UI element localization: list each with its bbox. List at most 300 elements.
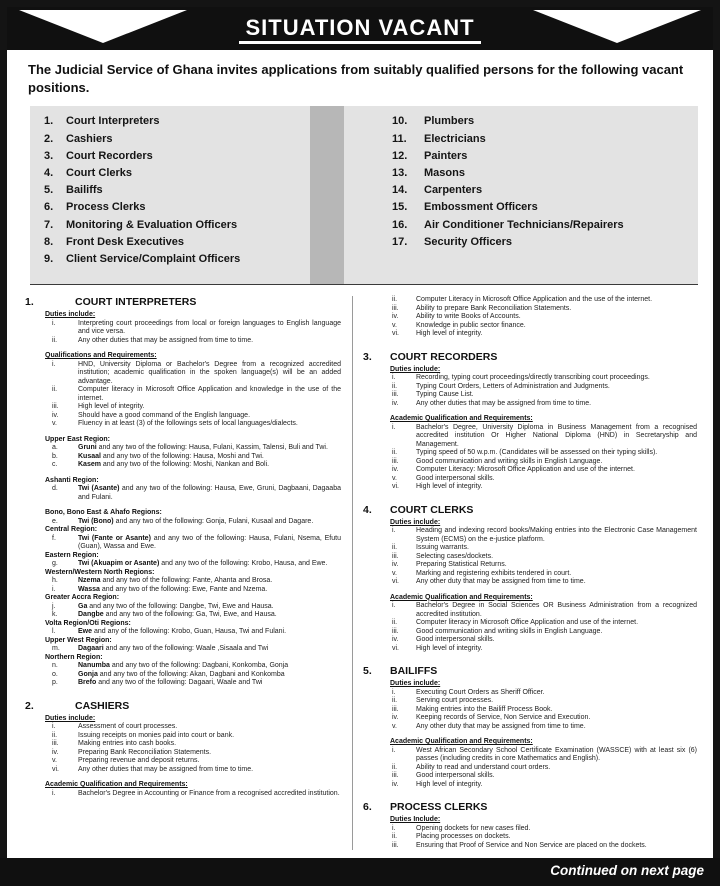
list-item xyxy=(52,386,342,403)
list-text: Heading and indexing record books/Making entries into the Electronic Case Management System (ECMS) on the e-justice platform. xyxy=(416,527,697,543)
list-marker: n. xyxy=(52,662,58,670)
list-text: Gruni and any two of the following: Hausa, Fulani, Kassim, Talensi, Buli and Twi. xyxy=(78,444,328,452)
list-item xyxy=(52,420,342,429)
block-label: Upper East Region: xyxy=(45,435,110,443)
vacant-positions-panel xyxy=(30,106,698,285)
list-text: Making entries into cash books. xyxy=(78,740,177,748)
detail-column-right xyxy=(353,296,700,850)
positions-divider xyxy=(310,106,344,284)
position-item xyxy=(44,113,306,130)
list-lead: Nanumba xyxy=(78,662,110,670)
position-item xyxy=(44,251,306,268)
detail-columns xyxy=(21,296,700,850)
list-text: Marking and registering exhibits tendered in court. xyxy=(416,569,572,577)
list-text: Any other duties that may be assigned from time to time. xyxy=(78,765,254,773)
list-text: High level of integrity. xyxy=(416,330,483,338)
list-text: Typing Cause List. xyxy=(416,391,474,399)
list-marker: iv. xyxy=(392,780,399,788)
position-item xyxy=(392,148,694,165)
list-text: Placing processes on dockets. xyxy=(416,833,511,841)
list-marker: v. xyxy=(392,474,397,482)
list-text: Keeping records of Service, Non Service and Execution. xyxy=(416,714,591,722)
list-marker: c. xyxy=(52,461,58,469)
list-marker: iii. xyxy=(392,391,399,399)
list-item xyxy=(392,383,698,392)
list-lead: Kasem xyxy=(78,461,101,469)
list-item xyxy=(392,466,698,475)
list-text: Issuing receipts on monies paid into court or bank. xyxy=(78,731,235,739)
list-text: Fluency in at least (3) of the followings sets of local languages/dialects. xyxy=(78,420,298,428)
list-text: Gonja and any two of the following: Akan, Dagbani and Konkomba xyxy=(78,670,285,678)
position-item xyxy=(44,148,306,165)
list-text: Knowledge in public sector finance. xyxy=(416,321,526,329)
position-number: 12. xyxy=(392,149,408,162)
list-text: Any other duty that may be assigned from time to time. xyxy=(416,722,586,730)
list-marker: iv. xyxy=(52,748,59,756)
list-item xyxy=(392,781,698,790)
list-item xyxy=(52,577,342,586)
list-text: Wassa and any two of the following: Ewe, Fante and Nzema. xyxy=(78,585,268,593)
text-block xyxy=(45,620,342,637)
list-marker: f. xyxy=(52,534,56,542)
list-marker: o. xyxy=(52,670,58,678)
section-heading xyxy=(363,351,698,363)
block-label: Duties include: xyxy=(390,518,441,526)
list-marker: ii. xyxy=(52,336,58,344)
list-item xyxy=(392,313,698,322)
position-item xyxy=(392,113,694,130)
list-item xyxy=(52,485,342,502)
text-block xyxy=(45,715,342,775)
position-label: Embossment Officers xyxy=(424,201,538,214)
section-body xyxy=(45,311,342,688)
list-item xyxy=(392,305,698,314)
section-title: BAILIFFS xyxy=(390,665,438,678)
block-label: Ashanti Region: xyxy=(45,476,99,484)
list-lead: Twi (Akuapim or Asante) xyxy=(78,560,160,568)
list-marker: i. xyxy=(392,602,396,610)
list-lead: Dangbe xyxy=(78,611,104,619)
continued-note: Continued on next page xyxy=(550,863,704,878)
list-item xyxy=(392,619,698,628)
section-body xyxy=(390,816,698,850)
list-marker: vi. xyxy=(52,765,59,773)
list-marker: vi. xyxy=(392,644,399,652)
list-marker: v. xyxy=(52,420,57,428)
position-item xyxy=(44,182,306,199)
list-item xyxy=(52,757,342,766)
block-label: Qualifications and Requirements: xyxy=(45,352,157,360)
list-item xyxy=(52,679,342,688)
list-item xyxy=(392,747,698,764)
page-title xyxy=(7,15,713,41)
list-marker: v. xyxy=(392,569,397,577)
list-lead: Ga xyxy=(78,602,88,610)
list-text: Ensuring that Proof of Service and Non Service are placed on the dockets. xyxy=(416,841,647,849)
section-heading xyxy=(363,801,698,813)
list-lead: Dagaari xyxy=(78,645,104,653)
list-marker: ii. xyxy=(392,449,398,457)
list-marker: iv. xyxy=(392,399,399,407)
position-label: Painters xyxy=(424,149,468,162)
list-marker: v. xyxy=(52,757,57,765)
list-text: Dangbe and any two of the following: Ga, Twi, Ewe, and Hausa. xyxy=(78,611,277,619)
position-label: Court Interpreters xyxy=(66,115,160,128)
block-label: Duties include: xyxy=(390,680,441,688)
list-marker: i. xyxy=(52,360,56,368)
section-number: 2. xyxy=(25,699,34,712)
list-text: Preparing Statistical Returns. xyxy=(416,561,507,569)
list-marker: iii. xyxy=(392,552,399,560)
list-item xyxy=(392,578,698,587)
section-title: PROCESS CLERKS xyxy=(390,801,488,814)
section-heading xyxy=(363,665,698,677)
list-marker: i. xyxy=(392,746,396,754)
list-item xyxy=(52,723,342,732)
list-marker: ii. xyxy=(52,386,58,394)
list-item xyxy=(52,560,342,569)
list-marker: j. xyxy=(52,602,56,610)
block-label: Bono, Bono East & Ahafo Regions: xyxy=(45,509,162,517)
position-number: 2. xyxy=(44,132,54,145)
block-label: Duties include: xyxy=(45,311,96,319)
list-lead: Brefo xyxy=(78,679,97,687)
list-text: Nanumba and any two of the following: Dagbani, Konkomba, Gonja xyxy=(78,662,289,670)
list-item xyxy=(392,706,698,715)
text-block xyxy=(390,519,698,587)
section-body xyxy=(45,715,342,799)
list-marker: ii. xyxy=(392,763,398,771)
text-block xyxy=(390,296,698,339)
text-block xyxy=(390,680,698,731)
list-marker: i. xyxy=(392,688,396,696)
list-marker: i. xyxy=(392,374,396,382)
position-item xyxy=(44,234,306,251)
list-text: Interpreting court proceedings from local or foreign languages to English language and vice versa. xyxy=(78,319,341,336)
list-item xyxy=(392,714,698,723)
position-label: Electricians xyxy=(424,132,486,145)
position-item xyxy=(392,199,694,216)
section-title: CASHIERS xyxy=(75,699,130,712)
position-item xyxy=(392,234,694,251)
list-item xyxy=(392,645,698,654)
list-item xyxy=(392,833,698,842)
list-text: Preparing revenue and deposit returns. xyxy=(78,757,200,765)
position-number: 16. xyxy=(392,218,408,231)
list-text: West African Secondary School Certificate Examination (WASSCE) with at least six (6) passes (including credits in core Mathematics and English). xyxy=(416,746,697,763)
list-item xyxy=(392,561,698,570)
list-text: Good interpersonal skills. xyxy=(416,474,495,482)
list-item xyxy=(392,424,698,450)
list-text: Ability to write Books of Accounts. xyxy=(416,313,521,321)
position-number: 7. xyxy=(44,218,54,231)
block-label: Duties include: xyxy=(390,365,441,373)
list-text: Ga and any two of the following: Dangbe, Twi, Ewe and Hausa. xyxy=(78,602,274,610)
list-text: Any other duty that may be assigned from time to time. xyxy=(416,578,586,586)
job-section xyxy=(363,504,698,654)
list-item xyxy=(392,527,698,544)
position-number: 11. xyxy=(392,132,407,145)
list-marker: iv. xyxy=(392,636,399,644)
list-item xyxy=(392,602,698,619)
position-number: 17. xyxy=(392,235,408,248)
position-number: 8. xyxy=(44,235,54,248)
positions-list-right xyxy=(344,106,698,284)
position-number: 4. xyxy=(44,166,54,179)
position-label: Front Desk Executives xyxy=(66,235,184,248)
list-item xyxy=(392,772,698,781)
page-title-text: SITUATION VACANT xyxy=(239,15,480,44)
list-marker: i. xyxy=(392,824,396,832)
list-item xyxy=(52,740,342,749)
list-text: Good communication and writing skills in English Language. xyxy=(416,627,603,635)
list-text: Nzema and any two of the following: Fante, Ahanta and Brosa. xyxy=(78,577,273,585)
position-number: 14. xyxy=(392,184,408,197)
list-marker: iii. xyxy=(392,772,399,780)
block-label: Academic Qualification and Requirements: xyxy=(390,415,533,423)
position-item xyxy=(44,165,306,182)
list-text: High level of integrity. xyxy=(416,483,483,491)
section-number: 4. xyxy=(363,503,372,516)
list-text: Ability to prepare Bank Reconciliation Statements. xyxy=(416,304,572,312)
section-title: COURT RECORDERS xyxy=(390,350,498,363)
list-item xyxy=(392,628,698,637)
list-marker: h. xyxy=(52,577,58,585)
list-text: Kusaal and any two of the following: Hausa, Moshi and Twi. xyxy=(78,452,264,460)
text-block xyxy=(45,594,342,620)
list-item xyxy=(392,553,698,562)
list-text: Brefo and any two of the following: Dagaari, Waale and Twi xyxy=(78,679,263,687)
list-text: Issuing warrants. xyxy=(416,544,469,552)
list-text: High level of integrity. xyxy=(78,403,145,411)
list-text: Twi (Asante) and any two of the following: Hausa, Ewe, Gruni, Dagbaani, Dagaaba and Fulani. xyxy=(78,485,341,501)
list-item xyxy=(392,322,698,331)
job-section xyxy=(25,700,342,799)
list-item xyxy=(392,842,698,851)
list-item xyxy=(392,330,698,339)
list-marker: iii. xyxy=(392,841,399,849)
block-label: Greater Accra Region: xyxy=(45,594,120,602)
text-block xyxy=(45,526,342,552)
list-item xyxy=(392,570,698,579)
position-number: 3. xyxy=(44,149,54,162)
block-label: Volta Region/Oti Regions: xyxy=(45,619,131,627)
list-text: Ability to read and understand court orders. xyxy=(416,763,551,771)
job-section xyxy=(363,296,698,339)
list-item xyxy=(52,518,342,527)
list-item xyxy=(392,544,698,553)
list-marker: iv. xyxy=(392,313,399,321)
list-marker: iii. xyxy=(392,627,399,635)
list-marker: ii. xyxy=(392,296,398,304)
position-number: 6. xyxy=(44,201,54,214)
list-marker: iv. xyxy=(52,411,59,419)
detail-column-left xyxy=(21,296,352,850)
list-marker: e. xyxy=(52,517,58,525)
list-text: Computer Literacy: Microsoft Office Application and use of the internet. xyxy=(416,466,635,474)
list-marker: ii. xyxy=(52,731,58,739)
list-marker: m. xyxy=(52,645,60,653)
title-banner xyxy=(7,7,713,50)
list-item xyxy=(52,453,342,462)
job-section xyxy=(363,665,698,789)
text-block xyxy=(45,436,342,470)
list-item xyxy=(52,535,342,552)
section-body xyxy=(390,366,698,492)
list-text: Any other duties that may be assigned from time to time. xyxy=(78,336,254,344)
list-marker: ii. xyxy=(392,833,398,841)
job-section xyxy=(25,296,342,688)
list-item xyxy=(392,825,698,834)
list-lead: Kusaal xyxy=(78,452,101,460)
list-item xyxy=(52,628,342,637)
position-label: Monitoring & Evaluation Officers xyxy=(66,218,238,231)
job-section xyxy=(363,351,698,492)
text-block xyxy=(45,569,342,595)
text-block xyxy=(390,366,698,409)
list-marker: ii. xyxy=(392,697,398,705)
list-item xyxy=(392,697,698,706)
list-item xyxy=(52,586,342,595)
position-label: Carpenters xyxy=(424,184,483,197)
list-text: Computer literacy in Microsoft Office Application and knowledge in the use of the internet. xyxy=(78,386,341,402)
list-item xyxy=(52,662,342,671)
list-text: Twi (Bono) and any two of the following: Gonja, Fulani, Kusaal and Dagare. xyxy=(78,517,314,525)
list-marker: v. xyxy=(392,722,397,730)
position-label: Process Clerks xyxy=(66,201,146,214)
list-item xyxy=(52,611,342,620)
list-marker: ii. xyxy=(392,544,398,552)
list-item xyxy=(52,412,342,421)
list-marker: g. xyxy=(52,560,58,568)
list-text: Opening dockets for new cases filed. xyxy=(416,824,531,832)
position-number: 5. xyxy=(44,184,54,197)
list-marker: i. xyxy=(392,527,396,535)
list-item xyxy=(392,458,698,467)
list-marker: vi. xyxy=(392,483,399,491)
list-item xyxy=(392,483,698,492)
list-marker: vi. xyxy=(392,330,399,338)
list-text: Good interpersonal skills. xyxy=(416,772,495,780)
list-text: Bachelor's Degree, University Diploma in Business Management from a recognised accredited institution Or Higher National Diploma (HND) in Secretaryship and Management. xyxy=(416,423,697,448)
position-label: Court Recorders xyxy=(66,149,153,162)
list-text: Kasem and any two of the following: Moshi, Nankan and Boli. xyxy=(78,461,270,469)
list-text: Bachelor's Degree in Accounting or Finance from a recognised accredited institution. xyxy=(78,789,340,797)
list-item xyxy=(392,689,698,698)
text-block xyxy=(390,738,698,789)
block-label: Western/Western North Regions: xyxy=(45,568,155,576)
list-marker: iv. xyxy=(392,466,399,474)
position-label: Court Clerks xyxy=(66,166,133,179)
position-number: 9. xyxy=(44,253,54,265)
list-item xyxy=(392,764,698,773)
list-lead: Gonja xyxy=(78,670,98,678)
list-text: Serving court processes. xyxy=(416,697,494,705)
list-text: Recording, typing court proceedings/directly transcribing court proceedings. xyxy=(416,374,650,382)
list-text: Selecting cases/dockets. xyxy=(416,552,494,560)
list-item xyxy=(392,296,698,305)
section-title: COURT INTERPRETERS xyxy=(75,296,197,309)
list-item xyxy=(392,374,698,383)
list-text: Ewe and any of the following: Krobo, Guan, Hausa, Twi and Fulani. xyxy=(78,628,287,636)
list-text: Making entries into the Bailiff Process Book. xyxy=(416,705,553,713)
list-marker: i. xyxy=(52,789,56,797)
list-lead: Gruni xyxy=(78,444,97,452)
block-label: Academic Qualification and Requirements: xyxy=(390,738,533,746)
list-item xyxy=(52,732,342,741)
text-block xyxy=(45,654,342,688)
text-block xyxy=(45,509,342,526)
list-item xyxy=(392,636,698,645)
section-number: 5. xyxy=(363,665,372,678)
list-text: Assessment of court processes. xyxy=(78,723,178,731)
list-marker: k. xyxy=(52,611,58,619)
list-lead: Wassa xyxy=(78,585,100,593)
intro-paragraph: The Judicial Service of Ghana invites applications from suitably qualified persons for the following vacant positions. xyxy=(28,62,684,96)
section-number: 1. xyxy=(25,296,34,309)
list-item xyxy=(52,444,342,453)
list-item xyxy=(52,671,342,680)
list-item xyxy=(52,337,342,346)
list-marker: b. xyxy=(52,452,58,460)
position-item xyxy=(392,217,694,234)
list-marker: i. xyxy=(52,585,56,593)
list-marker: iii. xyxy=(392,304,399,312)
block-label: Academic Qualification and Requirements: xyxy=(390,593,533,601)
block-label: Central Region: xyxy=(45,526,98,534)
list-text: Preparing Bank Reconciliation Statements. xyxy=(78,748,212,756)
list-text: Executing Court Orders as Sheriff Officer. xyxy=(416,688,545,696)
list-marker: p. xyxy=(52,679,58,687)
position-number: 13. xyxy=(392,166,408,179)
list-text: Good interpersonal skills. xyxy=(416,636,495,644)
list-item xyxy=(52,603,342,612)
list-text: Dagaari and any two of the following: Waale ,Sisaala and Twi xyxy=(78,645,269,653)
text-block xyxy=(45,637,342,654)
list-text: Good communication and writing skills in English Language. xyxy=(416,457,603,465)
list-marker: i. xyxy=(392,423,396,431)
position-label: Masons xyxy=(424,166,465,179)
section-body xyxy=(390,519,698,654)
list-text: Should have a good command of the English language. xyxy=(78,411,251,419)
block-label: Duties include: xyxy=(45,714,96,722)
position-item xyxy=(392,182,694,199)
positions-list-left xyxy=(30,106,310,284)
list-item xyxy=(392,723,698,732)
job-section xyxy=(363,801,698,850)
position-label: Client Service/Complaint Officers xyxy=(66,253,241,265)
list-lead: Twi (Fante or Asante) xyxy=(78,534,151,542)
list-text: Computer literacy in Microsoft Office Application and use of the internet. xyxy=(416,619,639,627)
list-lead: Twi (Bono) xyxy=(78,517,114,525)
list-text: HND, University Diploma or Bachelor's Degree from a recognized accredited institution; academic qualification in the spoken language(s) will be an added advantage. xyxy=(78,360,341,385)
list-lead: Nzema xyxy=(78,577,101,585)
list-text: Any other duties that may be assigned from time to time. xyxy=(416,399,592,407)
section-heading xyxy=(25,296,342,308)
list-marker: l. xyxy=(52,628,56,636)
document-body xyxy=(7,50,713,858)
list-marker: vi. xyxy=(392,578,399,586)
list-item xyxy=(392,391,698,400)
footer-bar xyxy=(0,858,720,886)
list-text: Typing Court Orders, Letters of Administration and Judgments. xyxy=(416,382,610,390)
position-label: Security Officers xyxy=(424,235,513,248)
position-label: Bailiffs xyxy=(66,184,103,197)
section-heading xyxy=(25,700,342,712)
list-marker: iii. xyxy=(392,457,399,465)
text-block xyxy=(45,477,342,503)
list-item xyxy=(392,449,698,458)
